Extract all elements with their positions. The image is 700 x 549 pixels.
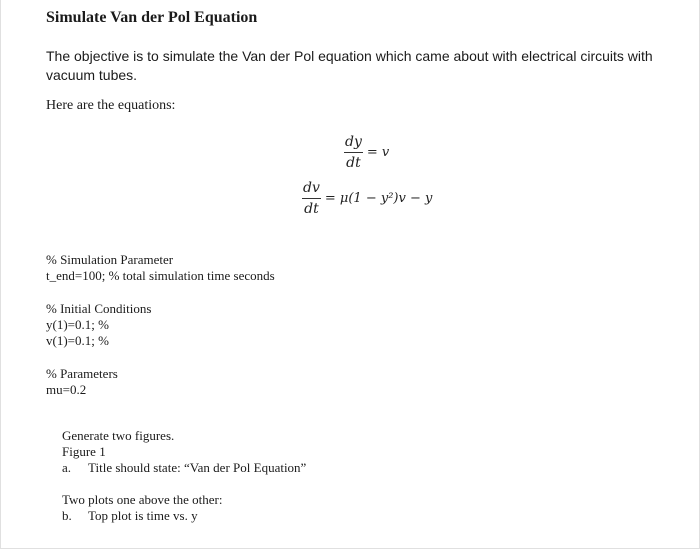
fraction-bar (344, 152, 363, 153)
figures-line: Generate two figures. (62, 428, 175, 443)
simulation-parameter-block (46, 252, 275, 284)
figure-label: Figure 1 (62, 444, 106, 459)
list-item-text: Top plot is time vs. y (88, 508, 198, 523)
initial-condition-line: v(1)=0.1; % (46, 333, 109, 348)
figures-block (62, 428, 306, 476)
initial-condition-line: y(1)=0.1; % (46, 317, 109, 332)
list-item-text: Title should state: “Van der Pol Equation” (88, 460, 307, 475)
equation-dy-dt (344, 134, 389, 171)
simulation-heading: % Simulation Parameter (46, 252, 174, 267)
fraction-dy-dt (344, 134, 363, 171)
equations-intro: Here are the equations: (46, 98, 176, 113)
parameters-heading: % Parameters (46, 366, 118, 381)
initial-conditions-block (46, 301, 151, 349)
simulation-line: t_end=100; % total simulation time seconds (46, 268, 275, 283)
fraction-denominator: dt (346, 155, 361, 171)
list-marker: b. (62, 508, 72, 523)
fraction-bar (302, 198, 321, 199)
equation-dv-dt (302, 180, 432, 217)
equation-rhs: = μ(1 − y²)v − y (324, 191, 433, 206)
plots-block (62, 492, 222, 524)
equation-rhs: = v (366, 145, 390, 160)
parameters-line: mu=0.2 (46, 382, 87, 397)
initial-conditions-heading: % Initial Conditions (46, 301, 152, 316)
fraction-denominator: dt (304, 201, 319, 217)
document-title: Simulate Van der Pol Equation (46, 9, 258, 26)
fraction-numerator: dy (345, 134, 362, 150)
plots-line: Two plots one above the other: (62, 492, 223, 507)
list-item-a (62, 460, 306, 476)
parameters-block (46, 366, 118, 398)
list-marker: a. (62, 460, 72, 475)
fraction-numerator: dv (303, 180, 320, 196)
fraction-dv-dt (302, 180, 321, 217)
list-item-b (62, 508, 222, 524)
objective-paragraph: The objective is to simulate the Van der Pol equation which came about with electrical circuits with vacuum tubes. (46, 48, 653, 83)
